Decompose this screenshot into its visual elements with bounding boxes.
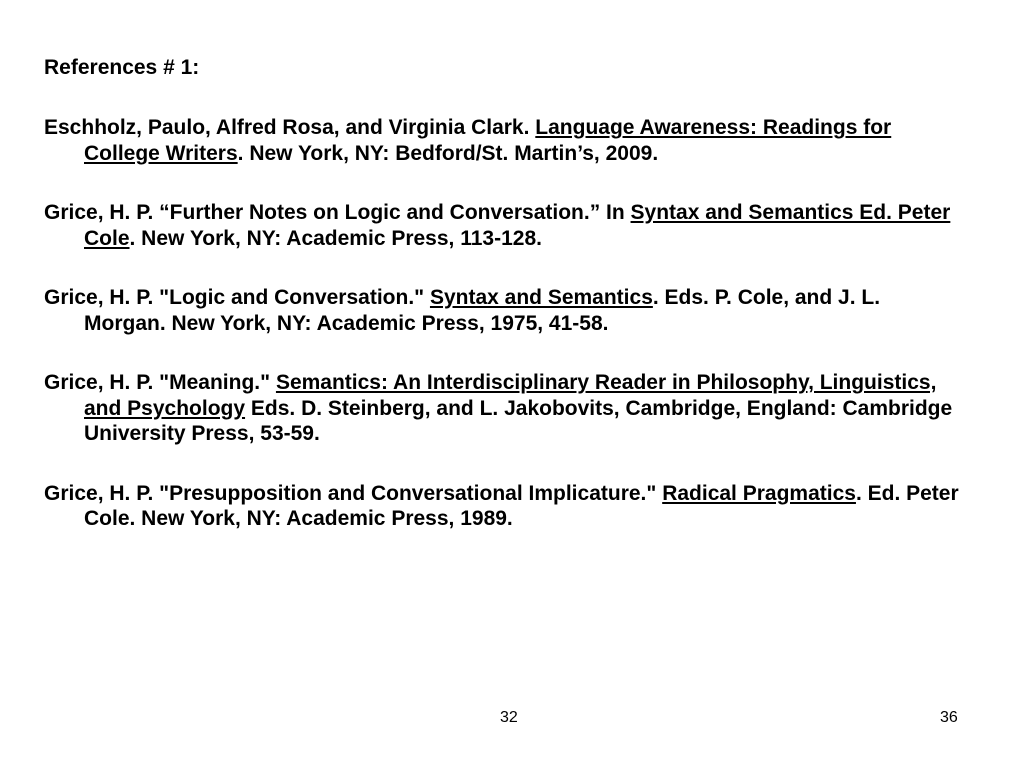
reference-item bbox=[44, 200, 964, 251]
reference-publication: . Ed. Peter Cole. New York, NY: Academic Press, 1989. bbox=[84, 481, 959, 530]
reference-title: Language Awareness: Readings for College Writers bbox=[84, 116, 892, 165]
page-title: References # 1: bbox=[44, 56, 200, 79]
reference-item bbox=[44, 115, 964, 166]
reference-list bbox=[44, 115, 964, 566]
page-number: 32 bbox=[500, 709, 518, 726]
reference-publication: . New York, NY: Academic Press, 113-128. bbox=[129, 226, 542, 250]
reference-title: Syntax and Semantics Ed. Peter Cole bbox=[84, 201, 951, 250]
reference-title: Radical Pragmatics bbox=[662, 481, 856, 505]
reference-title: Semantics: An Interdisciplinary Reader in Philosophy, Linguistics, and Psychology bbox=[84, 371, 937, 420]
reference-publication: . Eds. P. Cole, and J. L. Morgan. New York, NY: Academic Press, 1975, 41-58. bbox=[84, 286, 881, 335]
reference-publication: Eds. D. Steinberg, and L. Jakobovits, Cambridge, England: Cambridge University Press, 53-59. bbox=[84, 396, 953, 445]
reference-authors: Grice, H. P. "Meaning." bbox=[44, 371, 276, 394]
reference-authors: Grice, H. P. “Further Notes on Logic and Conversation.” In bbox=[44, 201, 631, 224]
reference-title: Syntax and Semantics bbox=[429, 286, 653, 309]
reference-item bbox=[44, 481, 964, 532]
reference-authors: Grice, H. P. "Presupposition and Conversational Implicature." bbox=[44, 481, 663, 505]
total-pages: 36 bbox=[940, 709, 958, 726]
reference-authors: Grice, H. P. "Logic and Conversation." bbox=[44, 286, 430, 309]
reference-item bbox=[44, 370, 964, 447]
reference-authors: Eschholz, Paulo, Alfred Rosa, and Virginia Clark. bbox=[44, 116, 536, 139]
reference-publication: . New York, NY: Bedford/St. Martin’s, 2009. bbox=[237, 141, 659, 165]
reference-item bbox=[44, 285, 964, 336]
